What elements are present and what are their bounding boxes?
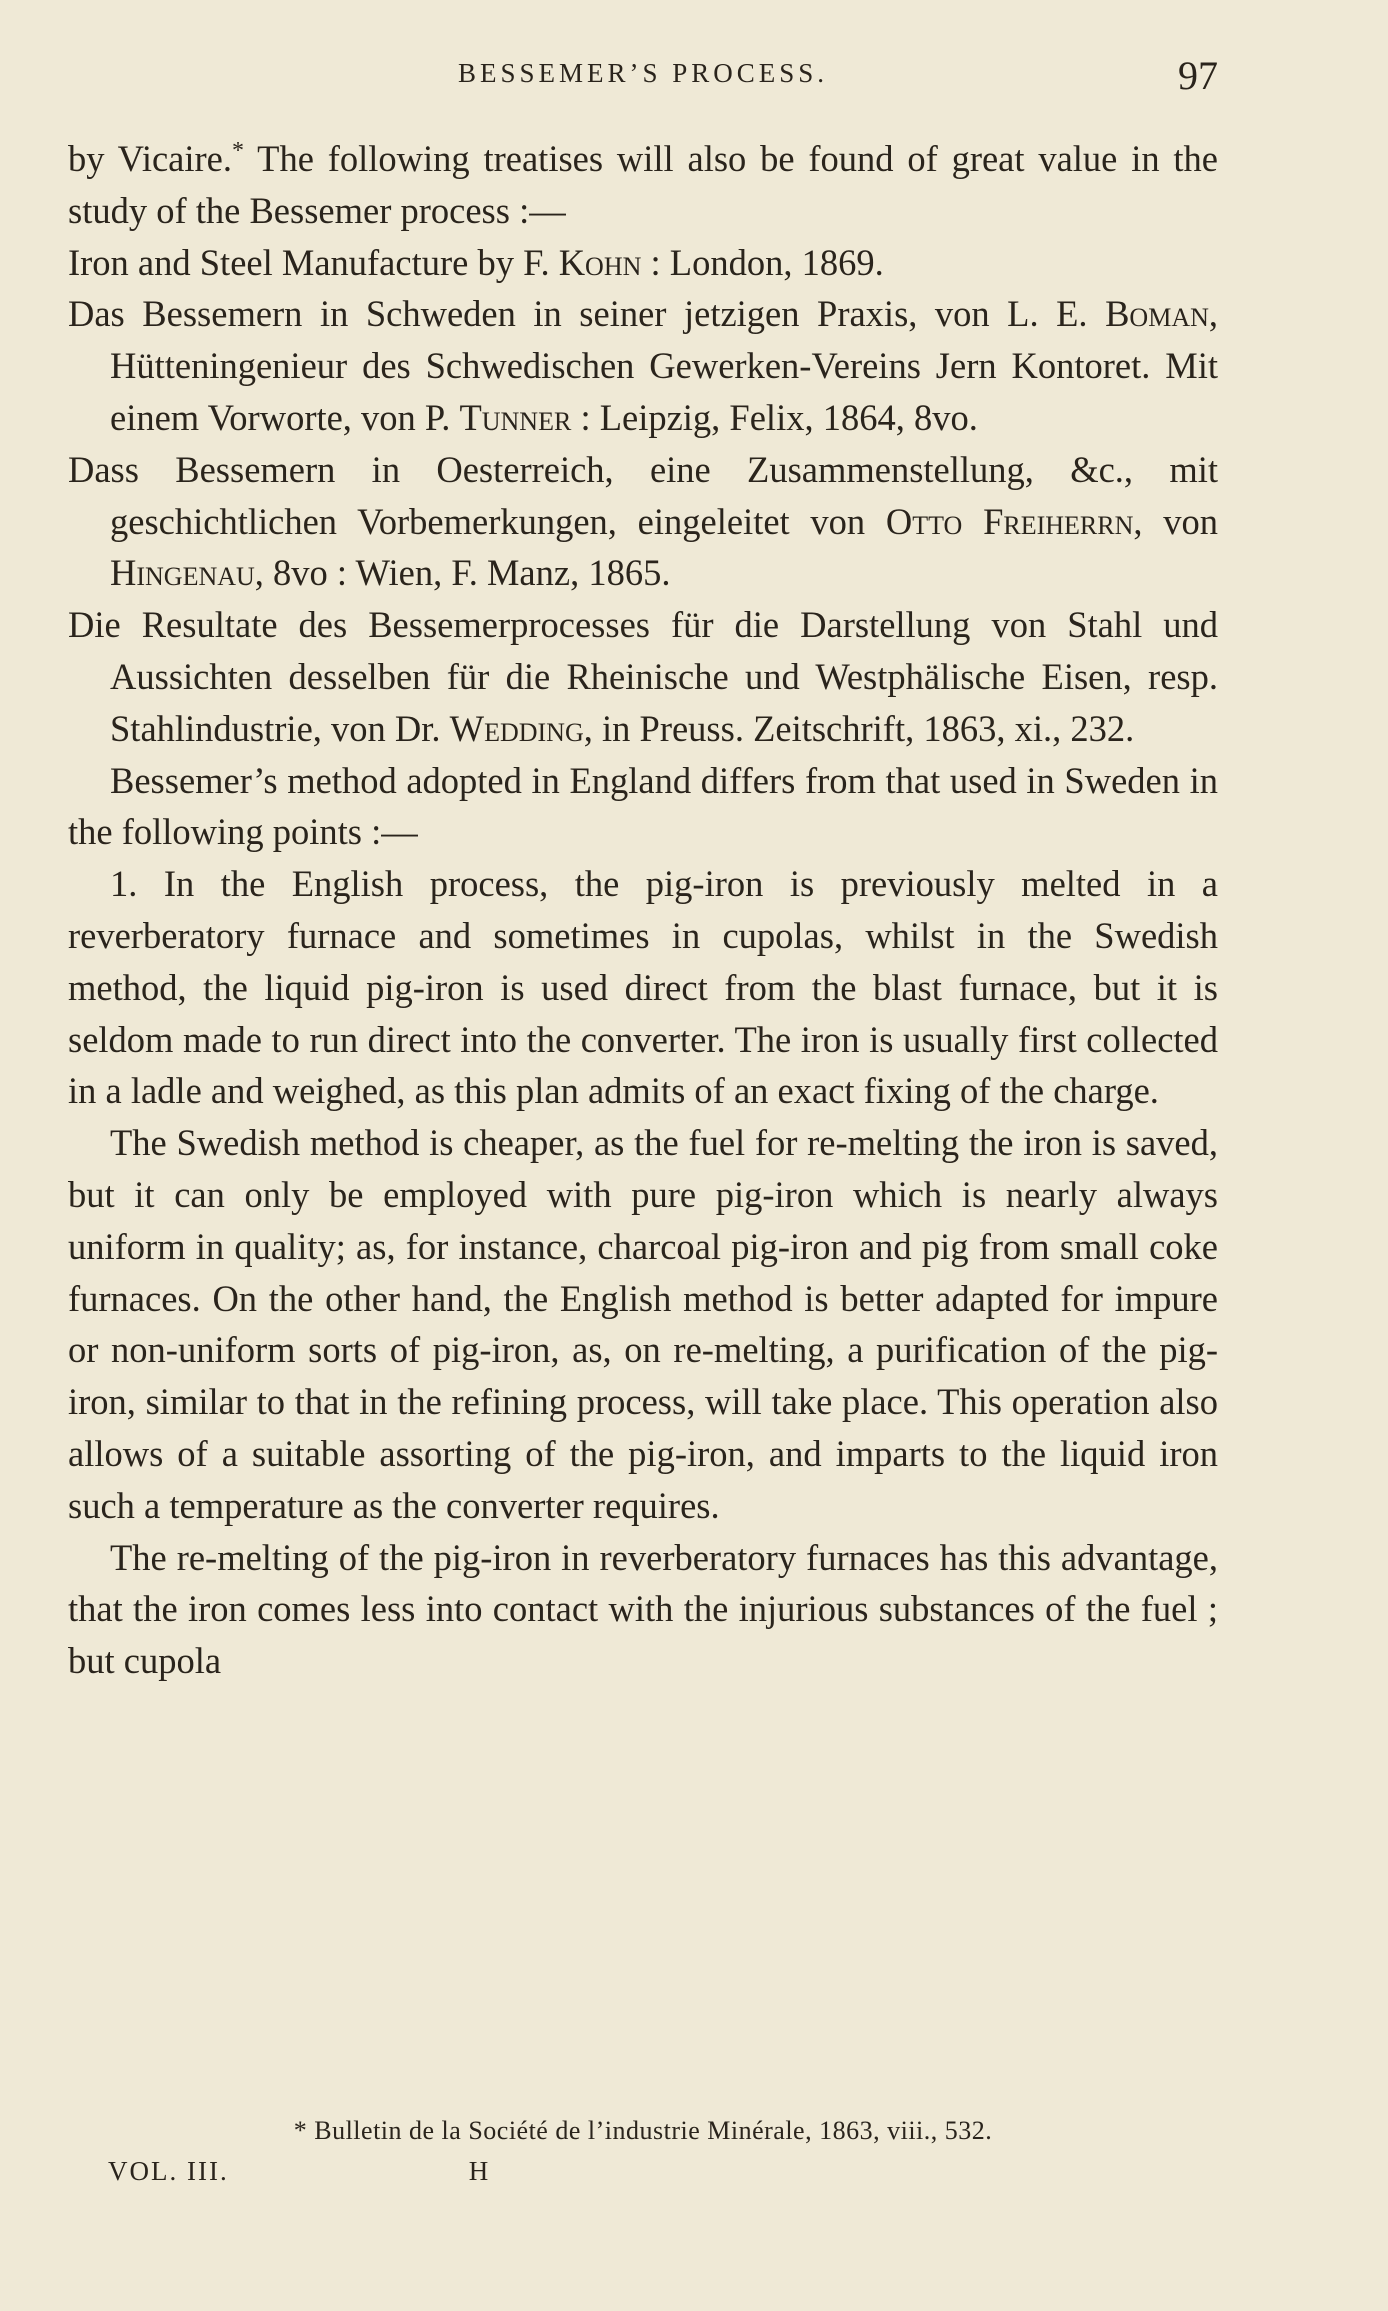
reference-boman-text-b: , Hütteningenieur des Schwedischen Gewerken-Vereins Jern Kontoret. Mit einem Vorworte, von P. [110,293,1218,438]
paragraph-intro-text-b: The following treatises will also be found of great value in the study of the Bessemer process :— [68,138,1219,231]
author-boman: Boman [1105,293,1209,335]
body-text [68,133,1218,1687]
author-otto-freiherrn: Otto Freiherrn [885,500,1134,542]
reference-wedding [68,599,1218,754]
signature-line [108,2156,490,2187]
reference-kohn-text-a: Iron and Steel Manufacture by F. [68,241,559,283]
signature-mark: H [468,2156,491,2186]
paragraph-remelting: The re-melting of the pig-iron in reverberatory furnaces has this advantage, that the iron comes less into contact with the injurious substances of the fuel ; but cupola [68,1536,1218,1682]
reference-hingenau [68,444,1218,599]
reference-kohn [68,237,1218,289]
author-wedding: Wedding [449,707,584,749]
paragraph-differences: Bessemer’s method adopted in England differs from that used in Sweden in the following points :— [68,759,1218,853]
paragraph-intro-text-a: by Vicaire. [68,138,232,179]
reference-hingenau-text-b: , von [1133,500,1218,542]
running-head: BESSEMER’S PROCESS. [457,58,829,88]
reference-boman [68,288,1218,443]
reference-wedding-text-a: Die Resultate des Bessemerprocesses für die Darstellung von Stahl und Aussichten desselben für die Rheinische und Westphälische Eisen, resp. Stahlindustrie, von Dr. [68,604,1218,749]
footnote-marker: * [232,137,244,164]
paragraph-point-1: 1. In the English process, the pig-iron is previously melted in a reverberatory furnace and sometimes in cupolas, whilst in the Swedish method, the liquid pig-iron is used direct from the blast furnace, but it is seldom made to run direct into the converter. The iron is usually first collected in a ladle and weighed, as this plan admits of an exact fixing of the charge. [68,863,1218,1112]
footnote: * Bulletin de la Société de l’industrie Minérale, 1863, viii., 532. [293,2116,993,2145]
reference-boman-text-c: : Leipzig, Felix, 1864, 8vo. [571,396,978,438]
reference-wedding-text-b: , in Preuss. Zeitschrift, 1863, xi., 232. [583,707,1135,749]
paragraph-swedish-method: The Swedish method is cheaper, as the fuel for re-melting the iron is saved, but it can only be employed with pure pig-iron which is nearly always uniform in quality; as, for instance, charcoal pig-iron and pig from small coke furnaces. On the other hand, the English method is better adapted for impure or non-uniform sorts of pig-iron, as, on re-melting, a purification of the pig-iron, similar to that in the refining process, will take place. This operation also allows of a suitable assorting of the pig-iron, and imparts to the liquid iron such a temperature as the converter requires. [68,1122,1218,1526]
page-number: 97 [1178,53,1218,98]
author-hingenau: Hingenau [110,552,255,594]
author-kohn: Kohn [558,241,642,283]
volume-label: VOL. III. [108,2156,229,2186]
page-header [68,52,1218,102]
reference-hingenau-text-c: , 8vo : Wien, F. Manz, 1865. [254,552,671,594]
reference-hingenau-text-a: Dass Bessemern in Oesterreich, eine Zusammenstellung, &c., mit geschichtlichen Vorbemerkungen, eingeleitet von [68,448,1218,542]
reference-boman-text-a: Das Bessemern in Schweden in seiner jetzigen Praxis, von L. E. [68,293,1106,335]
author-tunner: Tunner [459,396,572,438]
reference-kohn-text-b: : London, 1869. [641,241,884,283]
paragraph-intro [68,133,1218,237]
